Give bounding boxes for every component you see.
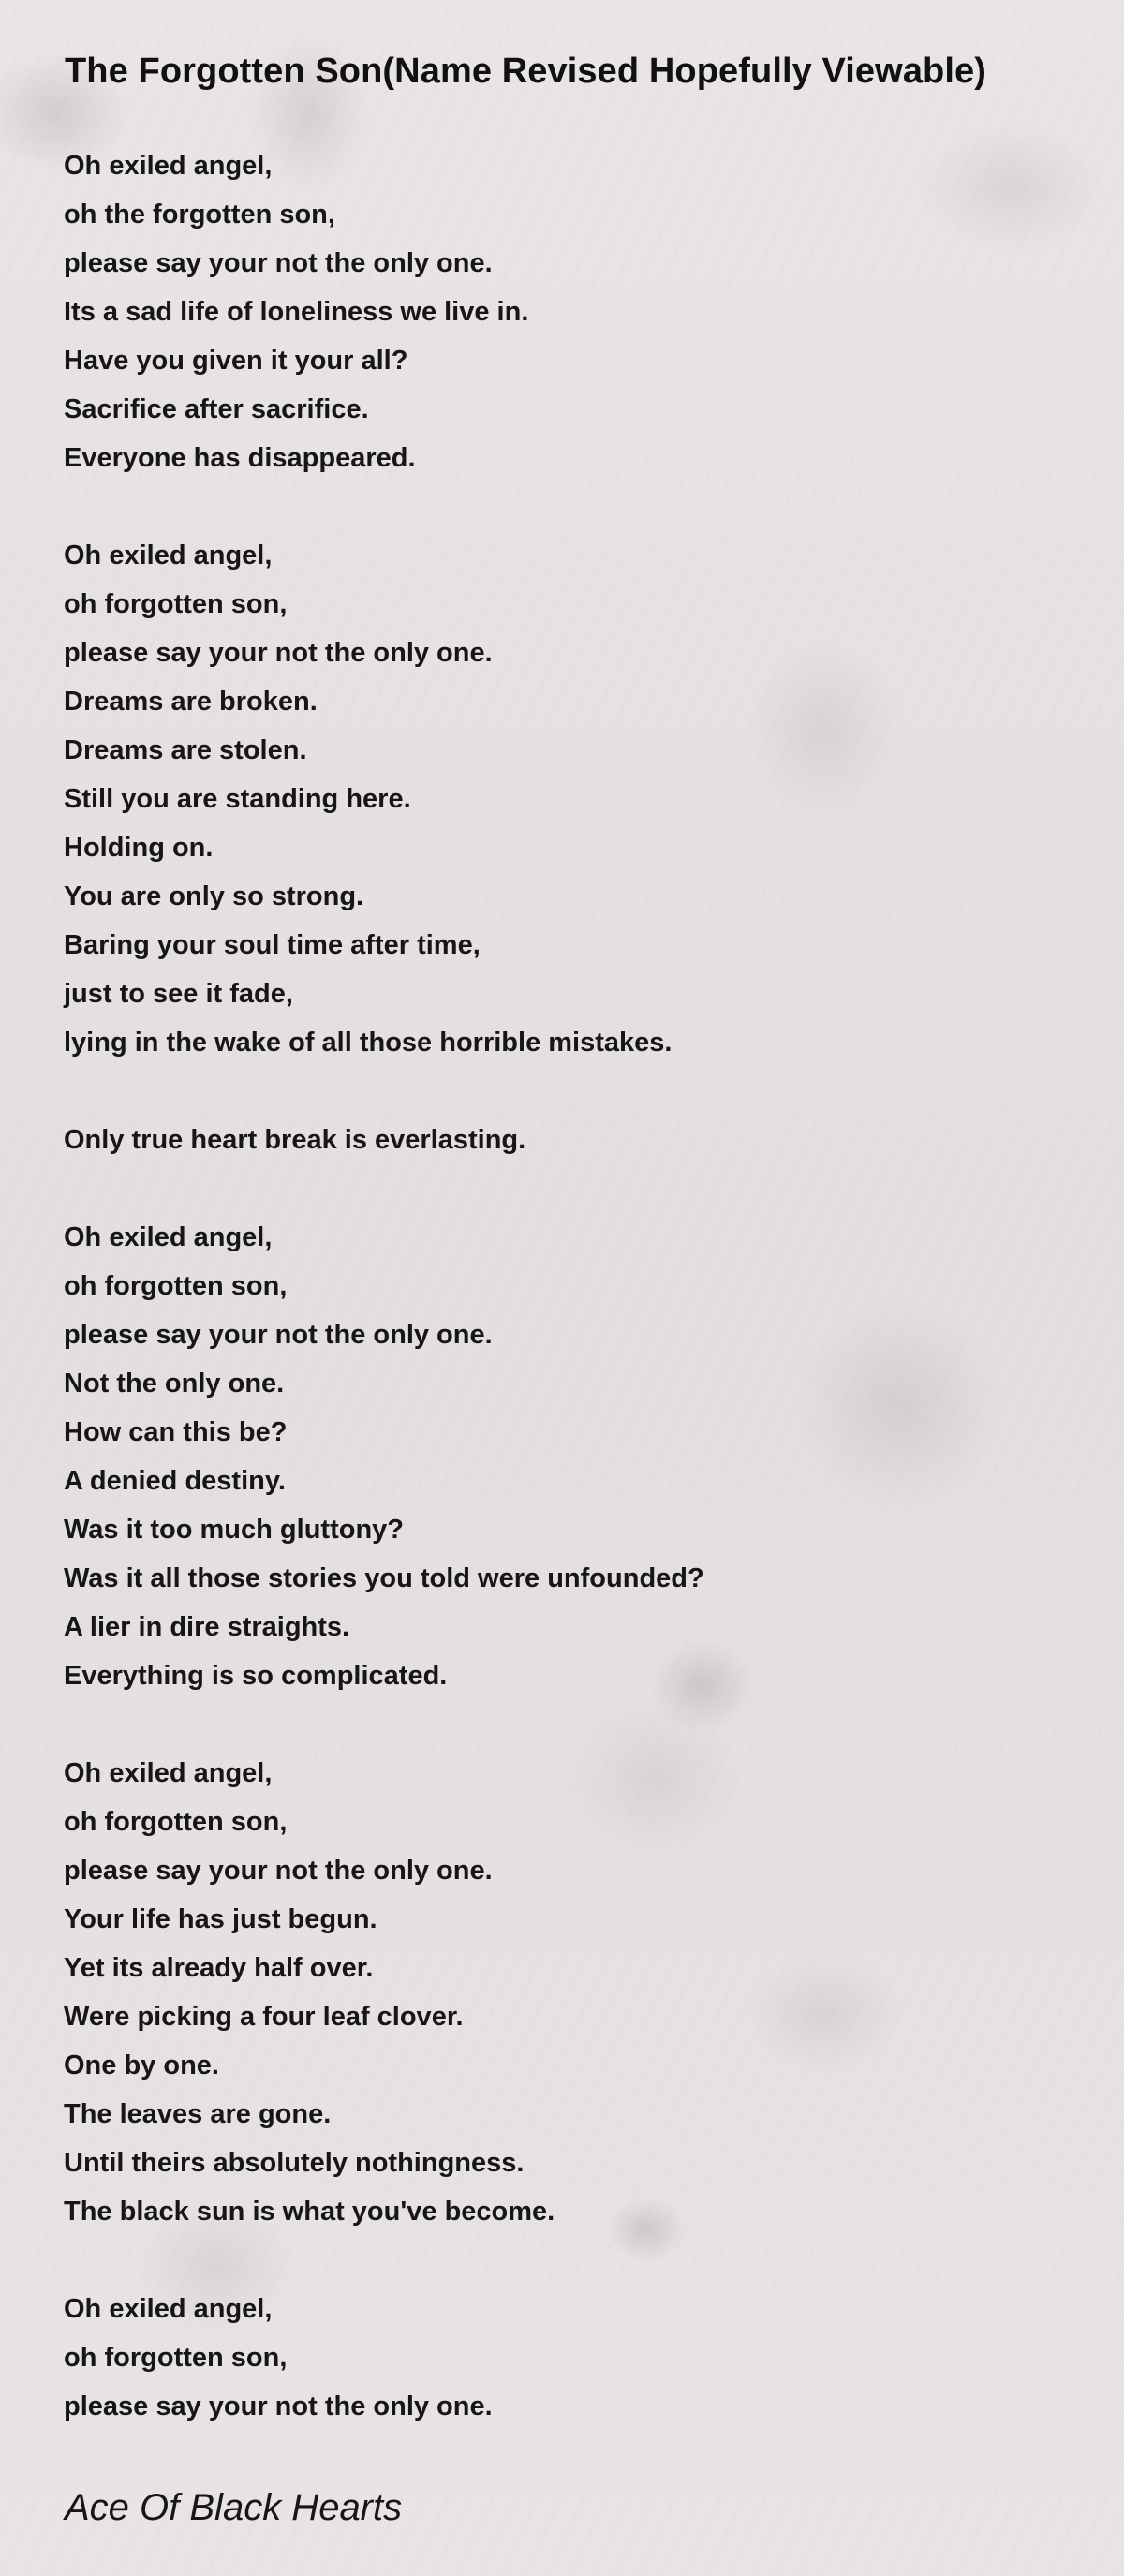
poem-line: oh the forgotten son, [64,200,335,229]
poem-line: Dreams are stolen. [64,735,307,765]
poem-line: oh forgotten son, [64,589,288,619]
poem-line: Only true heart break is everlasting. [64,1125,526,1155]
stanza [64,531,1075,1067]
poem-line: Were picking a four leaf clover. [64,2002,464,2032]
poem-author: Ace Of Black Hearts [65,2487,403,2528]
poem-line: lying in the wake of all those horrible mistakes. [64,1028,673,1058]
poem-line: Still you are standing here. [64,784,411,814]
poem-line: oh forgotten son, [64,1807,288,1837]
poem-line: Oh exiled angel, [64,151,273,181]
poem-line: Oh exiled angel, [64,540,273,570]
stanza-gap [64,1700,1075,1749]
poem-line: You are only so strong. [64,881,364,911]
poem-line: Oh exiled angel, [64,2294,273,2324]
stanza [64,2285,1075,2431]
poem-line: Oh exiled angel, [64,1222,273,1252]
stanza-gap [64,2236,1075,2285]
poem-line: Holding on. [64,833,214,863]
poem-line: Have you given it your all? [64,346,408,376]
poem-line: Everyone has disappeared. [64,443,416,473]
poem-line: The leaves are gone. [64,2099,332,2129]
poem-line: Yet its already half over. [64,1953,374,1983]
stanza [64,141,1075,482]
poem-line: Its a sad life of loneliness we live in. [64,297,529,327]
stanza-gap [64,1067,1075,1116]
poem-line: please say your not the only one. [64,248,493,278]
poem-line: How can this be? [64,1417,288,1447]
stanza [64,1116,1075,1164]
poem-line: Dreams are broken. [64,687,318,717]
stanza [64,1213,1075,1700]
poem-line: please say your not the only one. [64,1320,493,1350]
poem-line: The black sun is what you've become. [64,2197,555,2227]
poem-line: Sacrifice after sacrifice. [64,394,369,424]
poem-line: A lier in dire straights. [64,1612,350,1642]
poem-line: oh forgotten son, [64,2343,288,2373]
poem-line: please say your not the only one. [64,2391,493,2421]
poem-line: One by one. [64,2050,219,2080]
stanza [64,1749,1075,2236]
poem-line: Until theirs absolutely nothingness. [64,2148,525,2178]
stanza-gap [64,1164,1075,1213]
poem-line: Your life has just begun. [64,1904,377,1934]
poem-title: The Forgotten Son(Name Revised Hopefully Viewable) [65,52,987,91]
poem-line: Everything is so complicated. [64,1661,448,1691]
poem-line: Oh exiled angel, [64,1758,273,1788]
poem-line: Was it too much gluttony? [64,1515,404,1545]
poem-line: please say your not the only one. [64,1856,493,1886]
poem-line: Not the only one. [64,1369,285,1399]
stanza-gap [64,482,1075,531]
poem-line: just to see it fade, [64,979,293,1009]
poem-line: oh forgotten son, [64,1271,288,1301]
poem-line: Was it all those stories you told were unfounded? [64,1563,704,1593]
poem-line: Baring your soul time after time, [64,930,481,960]
poem-line: please say your not the only one. [64,638,493,668]
poem-line: A denied destiny. [64,1466,286,1496]
poem-body [64,141,1075,2431]
